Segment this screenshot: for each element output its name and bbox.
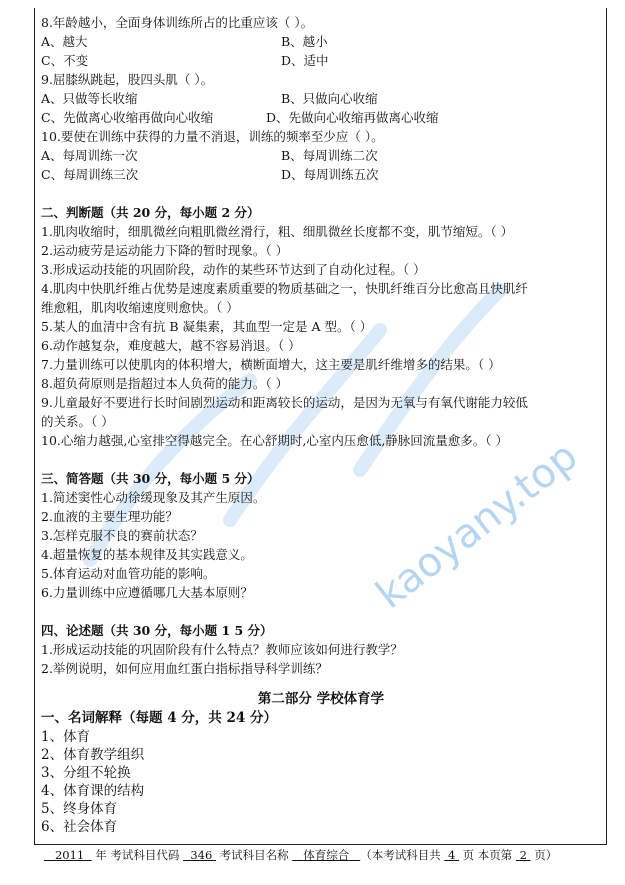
judge-item: 5.某人的血清中含有抗 B 凝集素，其血型一定是 A 型。（ ） <box>41 319 373 334</box>
spacer <box>41 602 601 621</box>
spacer <box>41 184 601 203</box>
question-8-options <box>41 32 601 51</box>
short-item: 2.血液的主要生理功能？ <box>41 509 178 524</box>
judge-item: 2.运动疲劳是运动能力下降的暂时现象。（ ） <box>41 243 289 258</box>
essay-item: 1.形成运动技能的巩固阶段有什么特点？教师应该如何进行教学？ <box>41 642 403 657</box>
exam-content <box>41 13 601 836</box>
term-item: 1、体育 <box>41 729 91 745</box>
judge-item: 9.儿童最好不要进行长时间剧烈运动和距离较长的运动，是因为无氧与有氧代谢能力较低 <box>41 395 528 410</box>
section-title-short: 三、简答题（共 30 分，每小题 5 分） <box>41 471 260 486</box>
footer-text: （本考试科目共 <box>360 848 441 862</box>
short-item: 4.超量恢复的基本规律及其实践意义。 <box>41 547 253 562</box>
footer-year-value: 2011 <box>54 848 85 862</box>
option-b: B、越小 <box>281 34 328 49</box>
question-9-options <box>41 89 601 108</box>
footer-text: 年 考试科目代码 <box>91 848 180 862</box>
spacer <box>41 450 601 469</box>
judge-item: 4.肌肉中快肌纤维占优势是速度素质重要的物质基础之一，快肌纤维百分比愈高且快肌纤 <box>41 281 528 296</box>
footer-page-value: 2 <box>519 848 527 862</box>
footer-text: 页） <box>530 848 558 862</box>
footer-code-value: 346 <box>190 848 213 862</box>
judge-item-cont: 维愈粗，肌肉收缩速度则愈快。（ ） <box>41 300 239 315</box>
footer-subject-value: 体育综合 <box>303 848 350 862</box>
footer-page <box>516 848 531 862</box>
term-item: 3、分组不轮换 <box>41 765 131 781</box>
footer-code <box>183 848 216 862</box>
question-8: 8.年龄越小，全面身体训练所占的比重应该（ ）。 <box>41 15 314 30</box>
question-10: 10.要使在训练中获得的力量不消退，训练的频率至少应（ ）。 <box>41 129 384 144</box>
judge-item: 7.力量训练可以使肌肉的体积增大，横断面增大，这主要是肌纤维增多的结果。（ ） <box>41 357 501 372</box>
option-d: D、适中 <box>281 53 329 68</box>
option-a: A、越大 <box>41 34 88 49</box>
question-10-options-2 <box>41 165 601 184</box>
short-item: 6.力量训练中应遵循哪几大基本原则？ <box>41 585 253 600</box>
question-8-options-2 <box>41 51 601 70</box>
question-10-options <box>41 146 601 165</box>
term-item: 5、终身体育 <box>41 801 118 817</box>
option-c: C、不变 <box>41 53 89 68</box>
judge-item: 8.超负荷原则是指超过本人负荷的能力。（ ） <box>41 376 289 391</box>
option-b: B、只做向心收缩 <box>281 91 378 106</box>
term-item: 6、社会体育 <box>41 819 118 835</box>
spacer <box>41 678 601 686</box>
option-a: A、每周训练一次 <box>41 148 138 163</box>
essay-item: 2.举例说明，如何应用血红蛋白指标指导科学训练？ <box>41 661 328 676</box>
page-footer <box>44 847 604 863</box>
short-item: 5.体育运动对血管功能的影响。 <box>41 566 216 581</box>
judge-item: 6.动作越复杂，难度越大，越不容易消退。（ ） <box>41 338 301 353</box>
option-d: D、每周训练五次 <box>281 167 379 182</box>
part-title: 第二部分 学校体育学 <box>257 691 385 707</box>
footer-year <box>44 848 92 862</box>
watermark-text: kaoyany.top <box>367 433 587 618</box>
section-title-terms: 一、名词解释（每题 4 分，共 24 分） <box>41 710 277 726</box>
option-a: A、只做等长收缩 <box>41 91 138 106</box>
footer-total <box>444 848 459 862</box>
footer-text: 页 本页第 <box>459 848 513 862</box>
judge-item: 1.肌肉收缩时，细肌微丝向粗肌微丝滑行，粗、细肌微丝长度都不变，肌节缩短。（ ） <box>41 224 514 239</box>
term-item: 2、体育教学组织 <box>41 747 145 763</box>
judge-item: 10.心缩力越强,心室排空得越完全。在心舒期时,心室内压愈低,静脉回流量愈多。（ ） <box>41 433 509 448</box>
option-b: B、每周训练二次 <box>281 148 378 163</box>
option-c: C、先做离心收缩再做向心收缩 <box>41 110 214 125</box>
section-title-essay: 四、论述题（共 30 分，每小题 1 5 分） <box>41 623 273 638</box>
question-9-options-2 <box>41 108 601 127</box>
short-item: 3.怎样克服不良的赛前状态？ <box>41 528 203 543</box>
footer-subject <box>292 848 360 862</box>
option-c: C、每周训练三次 <box>41 167 139 182</box>
short-item: 1.简述窦性心动徐缓现象及其产生原因。 <box>41 490 266 505</box>
footer-text: 考试科目名称 <box>215 848 289 862</box>
option-d: D、先做向心收缩再做离心收缩 <box>266 110 439 125</box>
term-item: 4、体育课的结构 <box>41 783 145 799</box>
question-9: 9.屈膝纵跳起，股四头肌（ ）。 <box>41 72 214 87</box>
footer-total-value: 4 <box>448 848 456 862</box>
judge-item-cont: 的关系。（ ） <box>41 414 114 429</box>
section-title-judge: 二、判断题（共 20 分，每小题 2 分） <box>41 205 260 220</box>
judge-item: 3.形成运动技能的巩固阶段，动作的某些环节达到了自动化过程。（ ） <box>41 262 426 277</box>
